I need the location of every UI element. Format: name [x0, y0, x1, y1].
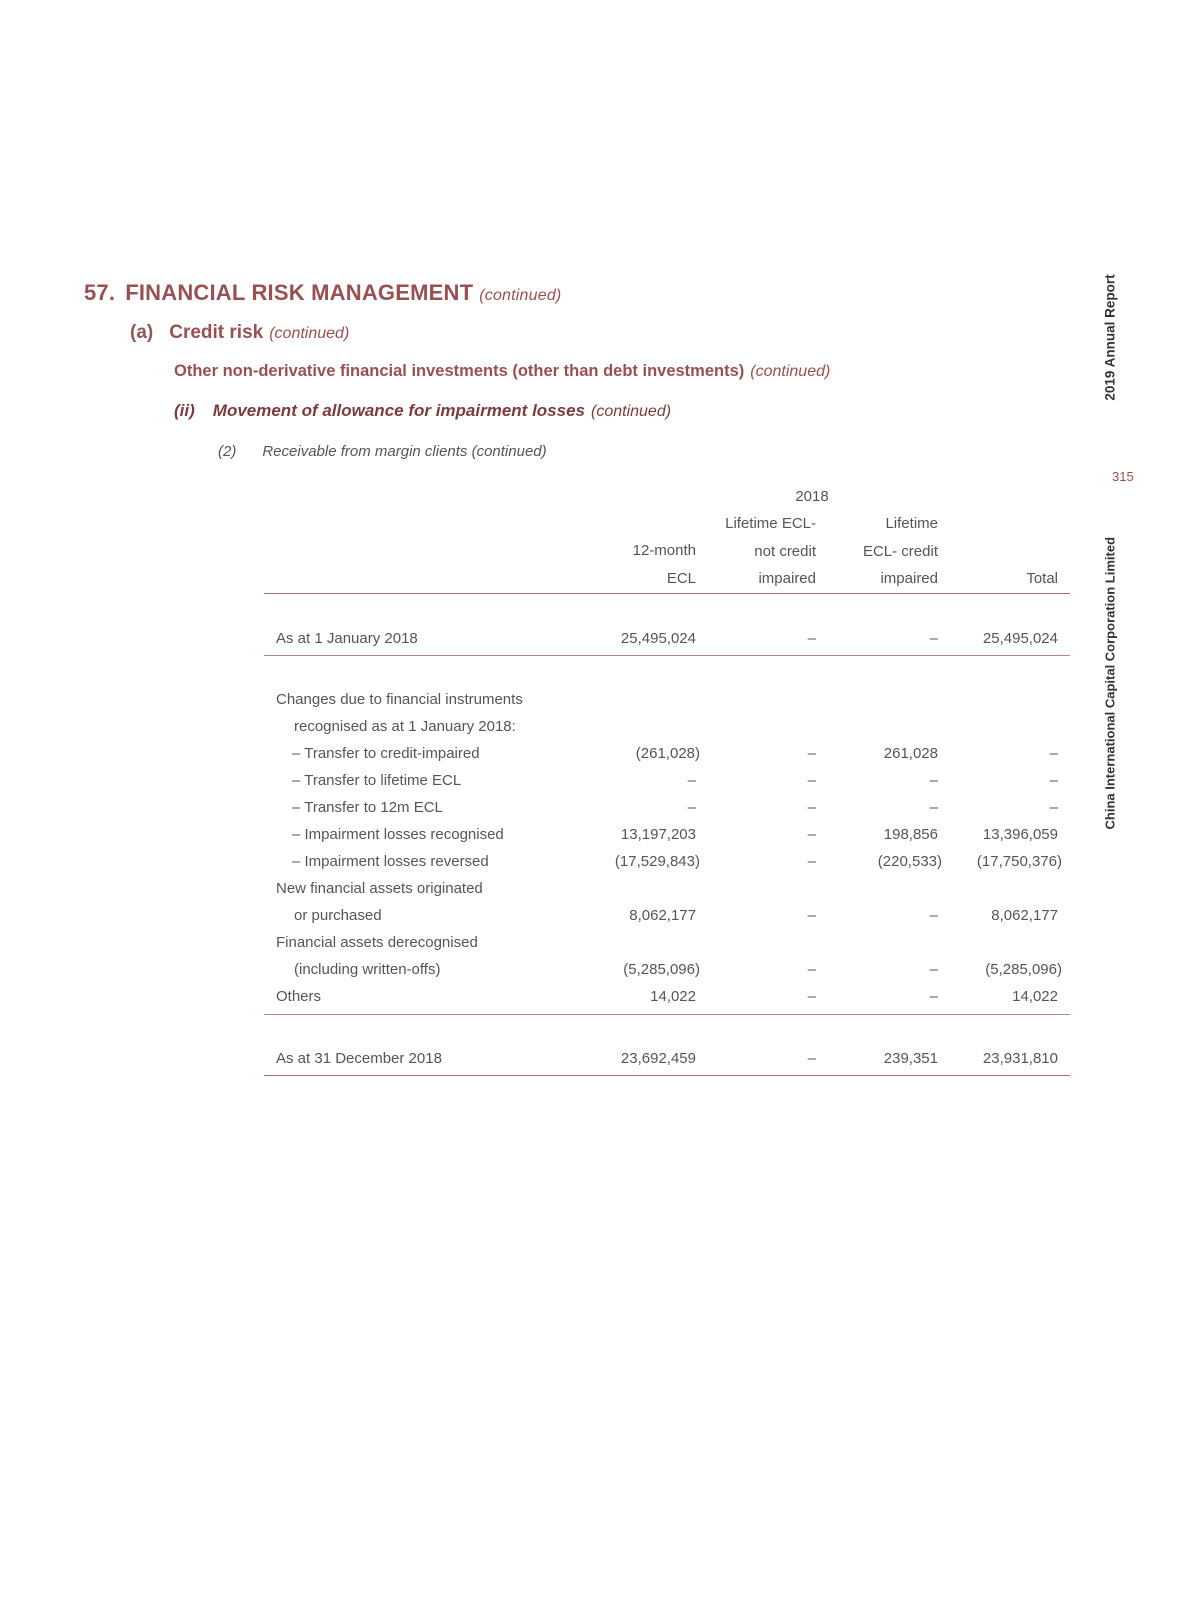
- table-row: [264, 849, 1070, 877]
- col-header-line: Lifetime ECL-: [725, 515, 816, 532]
- subheading-title: Other non-derivative financial investments (other than debt investments): [174, 362, 745, 380]
- col-header-total: [1026, 565, 1058, 593]
- row-label: or purchased: [294, 907, 382, 924]
- col-header-line: not credit: [754, 542, 816, 560]
- subheading-continued: (continued): [269, 325, 350, 342]
- cell-lifetime-impaired: –: [929, 907, 938, 924]
- cell-lifetime-not-impaired: –: [807, 745, 816, 762]
- col-header-line: Lifetime: [885, 515, 938, 532]
- cell-lifetime-not-impaired: –: [807, 853, 816, 870]
- table-row-changes-label-cont: [264, 714, 1070, 742]
- subheading-other-investments: [174, 362, 830, 381]
- cell-12-month: 13,197,203: [620, 826, 696, 843]
- cell-lifetime-impaired: 261,028: [883, 745, 938, 762]
- col-header-line: ECL- credit: [862, 542, 938, 560]
- section-title: FINANCIAL RISK MANAGEMENT: [125, 280, 474, 305]
- table-row: [264, 822, 1070, 850]
- col-header-line: ECL: [666, 569, 696, 587]
- cell-lifetime-not-impaired: –: [807, 907, 816, 924]
- cell-total: 13,396,059: [982, 826, 1058, 843]
- row-label: Financial assets derecognised: [276, 934, 478, 951]
- table-row: [264, 741, 1070, 769]
- table-row: [264, 768, 1070, 796]
- table-row: [264, 795, 1070, 823]
- page-number: 315: [1112, 469, 1134, 484]
- row-label: Others: [276, 988, 322, 1005]
- cell-total: –: [1049, 772, 1058, 789]
- cell-total: 8,062,177: [991, 907, 1058, 924]
- cell-12-month: 14,022: [650, 988, 696, 1005]
- row-label: – Transfer to lifetime ECL: [292, 772, 462, 789]
- subheading-credit-risk: [130, 322, 349, 344]
- section-continued: (continued): [479, 287, 562, 304]
- cell-lifetime-not-impaired: –: [807, 826, 816, 843]
- cell-total: 14,022: [1012, 988, 1058, 1005]
- row-label: Changes due to financial instruments: [276, 691, 523, 708]
- col-header-12-month-ecl: [633, 537, 696, 592]
- cell-lifetime-impaired: –: [929, 630, 938, 647]
- col-header-lifetime-not-impaired: [725, 510, 816, 593]
- subheading-label: (2): [218, 443, 237, 460]
- cell-12-month: (5,285,096): [623, 961, 700, 978]
- subheading-title: Movement of allowance for impairment losses: [212, 401, 585, 420]
- cell-12-month: –: [687, 772, 696, 789]
- subheading-continued: (continued): [591, 403, 672, 420]
- cell-lifetime-not-impaired: –: [807, 988, 816, 1005]
- cell-lifetime-impaired: 239,351: [883, 1050, 938, 1067]
- table-year-header: 2018: [795, 488, 829, 505]
- cell-total: 23,931,810: [982, 1050, 1058, 1067]
- table-row-new-assets: [264, 903, 1070, 931]
- col-header-line: impaired: [880, 570, 938, 587]
- subheading-label: (ii): [174, 401, 195, 420]
- cell-12-month: 8,062,177: [629, 907, 696, 924]
- section-number: 57.: [84, 280, 116, 305]
- cell-lifetime-not-impaired: –: [807, 799, 816, 816]
- col-header-lifetime-impaired: [863, 510, 938, 593]
- subheading-margin-clients: [218, 443, 547, 460]
- table-row-changes-label: [264, 687, 1070, 715]
- subheading-label: (a): [130, 322, 154, 343]
- row-label: As at 1 January 2018: [276, 630, 418, 647]
- table-row-others: [264, 984, 1070, 1012]
- cell-total: (17,750,376): [976, 853, 1062, 870]
- subheading-movement-allowance: [174, 401, 671, 421]
- cell-lifetime-impaired: 198,856: [883, 826, 938, 843]
- row-label: – Impairment losses reversed: [292, 853, 489, 870]
- opening-rule: [264, 655, 1070, 656]
- cell-lifetime-not-impaired: –: [807, 1050, 816, 1067]
- table-row-new-assets-label: [264, 876, 1070, 904]
- row-label: – Transfer to credit-impaired: [292, 745, 480, 762]
- table-row-closing: [264, 1046, 1070, 1074]
- cell-12-month: 23,692,459: [620, 1050, 696, 1067]
- row-label: – Transfer to 12m ECL: [292, 799, 443, 816]
- col-header-line: Total: [1026, 570, 1058, 587]
- cell-lifetime-not-impaired: –: [807, 961, 816, 978]
- row-label: As at 31 December 2018: [276, 1050, 442, 1067]
- cell-lifetime-impaired: –: [929, 799, 938, 816]
- cell-lifetime-impaired: –: [929, 988, 938, 1005]
- col-header-line: impaired: [758, 570, 816, 587]
- cell-12-month: (17,529,843): [614, 853, 700, 870]
- cell-lifetime-impaired: (220,533): [877, 853, 942, 870]
- closing-rule: [264, 1075, 1070, 1076]
- subheading-title: Credit risk: [169, 322, 264, 343]
- cell-12-month: 25,495,024: [620, 630, 696, 647]
- col-header-line: 12-month: [632, 542, 696, 559]
- table-row-opening: [264, 626, 1070, 654]
- cell-lifetime-not-impaired: –: [807, 772, 816, 789]
- table-row-derecognised: [264, 957, 1070, 985]
- cell-lifetime-impaired: –: [929, 772, 938, 789]
- row-label: – Impairment losses recognised: [292, 826, 504, 843]
- row-label: recognised as at 1 January 2018:: [294, 718, 516, 735]
- cell-12-month: –: [687, 799, 696, 816]
- table-row-derecognised-label: [264, 930, 1070, 958]
- cell-12-month: (261,028): [635, 745, 700, 762]
- subheading-continued: (continued): [750, 363, 831, 380]
- sidebar-company-name: China International Capital Corporation Limited: [1102, 536, 1118, 830]
- cell-total: 25,495,024: [982, 630, 1058, 647]
- cell-total: (5,285,096): [985, 961, 1062, 978]
- subtotal-rule: [264, 1014, 1070, 1015]
- cell-total: –: [1049, 745, 1058, 762]
- sidebar-report-title: 2019 Annual Report: [1102, 274, 1118, 401]
- cell-lifetime-impaired: –: [929, 961, 938, 978]
- header-rule: [264, 593, 1070, 594]
- section-heading: [84, 280, 561, 306]
- cell-total: –: [1049, 799, 1058, 816]
- row-label: New financial assets originated: [276, 880, 483, 897]
- subheading-title: Receivable from margin clients (continued): [262, 443, 547, 460]
- row-label: (including written-offs): [294, 961, 441, 978]
- cell-lifetime-not-impaired: –: [807, 630, 816, 647]
